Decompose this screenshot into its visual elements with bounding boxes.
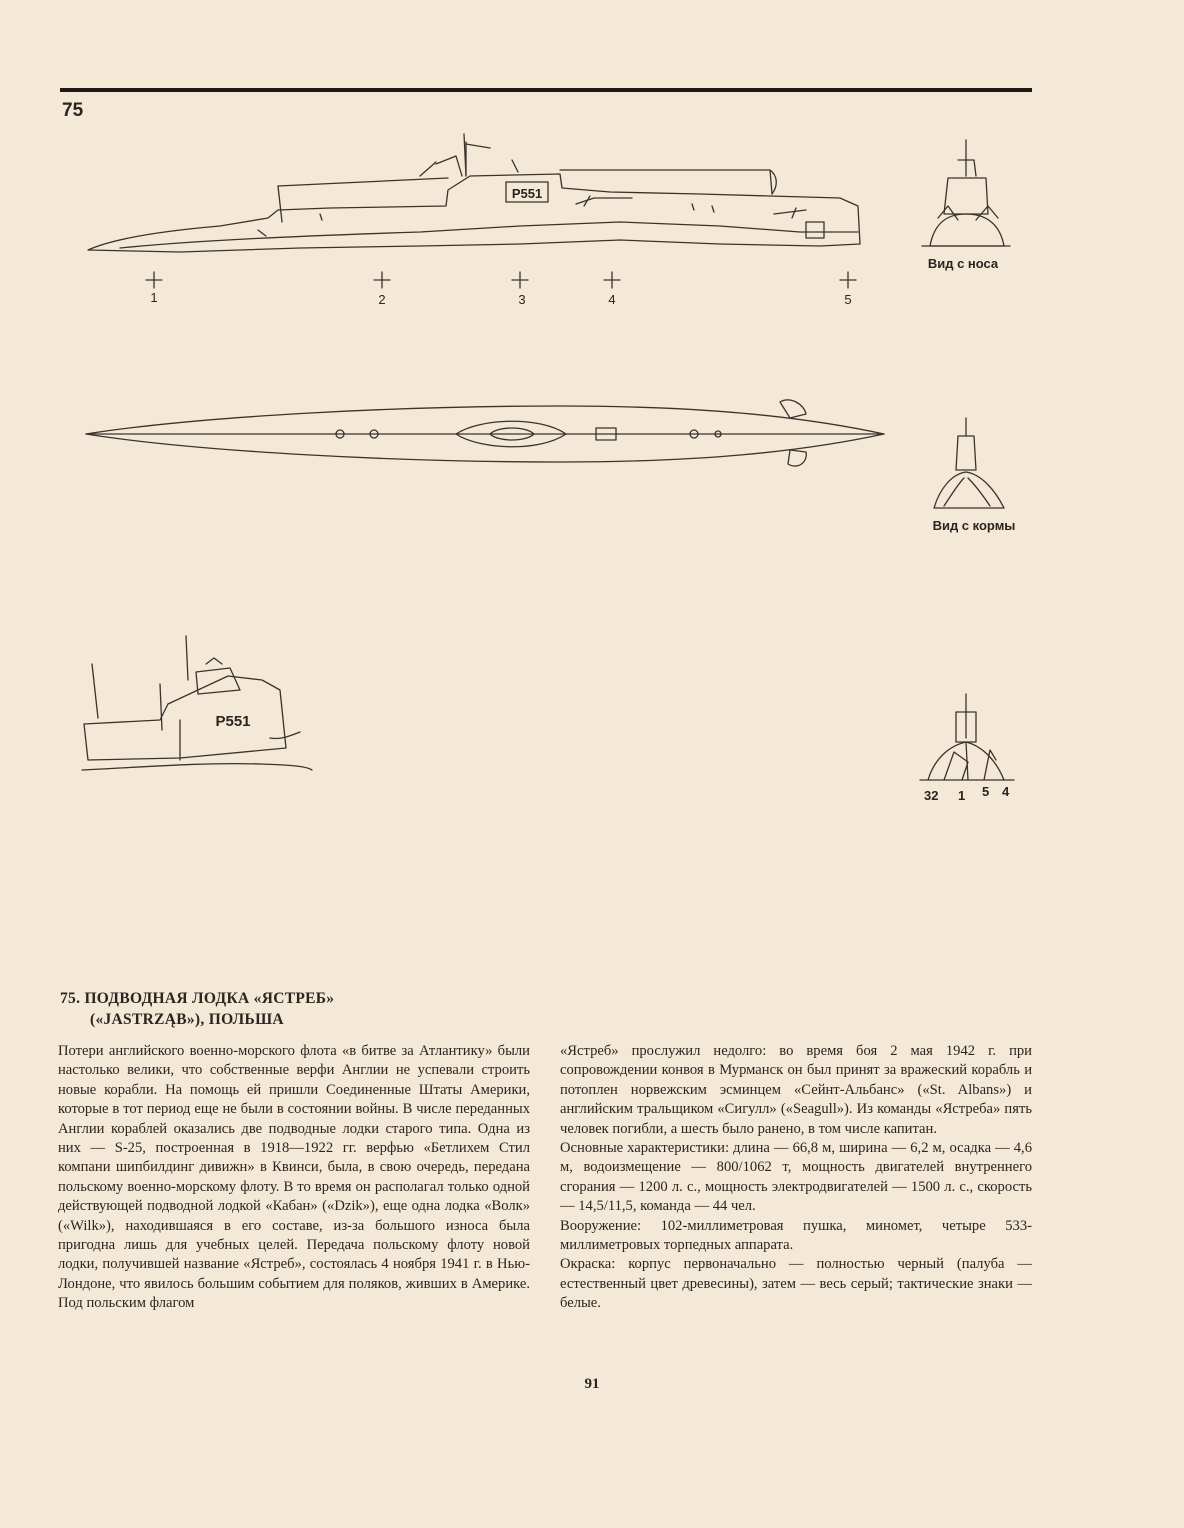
- station-label-4: 4: [608, 292, 616, 307]
- paragraph: Основные характеристики: длина — 66,8 м, ширина — 6,2 м, осадка — 4,6 м, водоизмещение — 800/1062 т, мощность двигателей внутреннего сгорания — 1200 л. с., мощность электродвигателей — 1500 л. с., скорость — 14,5/11,5, команда — 44 чел.: [560, 1140, 1032, 1215]
- bow-view-drawing: [922, 140, 1010, 246]
- section-label-1: 1: [958, 788, 966, 803]
- station-label-2: 2: [378, 292, 386, 307]
- section-labels: [924, 784, 1010, 803]
- paragraph: Потери английского военно-морского флота «в битве за Атлантику» были настолько велики, что собственные верфи Англии не успевали строить новые корабли. На помощь ей пришли Соединенные Штаты Америки, которые в тот период еще не были в состоянии войны. В числе переданных Англии кораблей оказались две подводные лодки старого типа. Одна из них — S-25, построенная в 1918—1922 гг. верфью «Бетлихем Стил компани шипбилдинг дивижн» в Квинси, была, в свою очередь, передана польскому военно-морскому флоту. В то время он располагал только одной действующей подводной лодкой «Кабан» («Dzik»), еще одна лодка «Волк» («Wilk»), находившаяся в его составе, из-за большого износа была пригодна лишь для учебных целей. Передача польскому флоту новой лодки, получившей название «Ястреб», состоялась 4 ноября 1941 г. в Нью-Лондоне, что явилось большим событием для поляков, живших в Америке. Под польским флагом: [58, 1043, 530, 1312]
- station-label-3: 3: [518, 292, 526, 307]
- bow-view-caption: Вид с носа: [927, 256, 999, 271]
- article-title-line2: («JASTRZĄB»), ПОЛЬША: [90, 1011, 284, 1028]
- paragraph: «Ястреб» прослужил недолго: во время боя 2 мая 1942 г. при сопровождении конвоя в Мурманск он был принят за вражеский корабль и потоплен норвежским эсминцем «Сейнт-Альбанс» («St. Albans») и английским тральщиком «Сигулл» («Seagull»). Из команды «Ястреба» пять человек погибли, а шесть было ранено, в том числе капитан.: [560, 1043, 1032, 1137]
- paragraph: Вооружение: 102-миллиметровая пушка, миномет, четыре 533-миллиметровых торпедных аппарата.: [560, 1217, 1032, 1254]
- hull-code-side: P551: [511, 186, 543, 201]
- station-label-1: 1: [150, 290, 158, 305]
- article-column-right: [560, 1042, 1032, 1314]
- article-title: [60, 988, 530, 1030]
- article-title-line1: 75. ПОДВОДНАЯ ЛОДКА «ЯСТРЕБ»: [60, 990, 335, 1007]
- section-label-5: 5: [982, 784, 990, 799]
- stern-view-drawing: [934, 418, 1004, 508]
- section-label-4: 4: [1002, 784, 1010, 799]
- station-label-5: 5: [844, 292, 852, 307]
- station-labels: [150, 290, 851, 307]
- top-plan-drawing: [86, 400, 884, 466]
- paragraph: Окраска: корпус первоначально — полностью черный (палуба — естественный цвет древесины), затем — весь серый; тактические знаки — белые.: [560, 1256, 1032, 1312]
- section-label-32: 32: [924, 788, 939, 803]
- hull-code-tower: P551: [215, 713, 251, 730]
- conning-tower-sketch: [82, 636, 312, 770]
- plate-number: 75: [62, 100, 84, 121]
- page-number: 91: [584, 1376, 600, 1392]
- article-column-left: [58, 1042, 530, 1314]
- cross-section-drawing: [920, 694, 1014, 780]
- stern-view-caption: Вид с кормы: [932, 518, 1016, 533]
- side-profile-drawing: [88, 134, 860, 288]
